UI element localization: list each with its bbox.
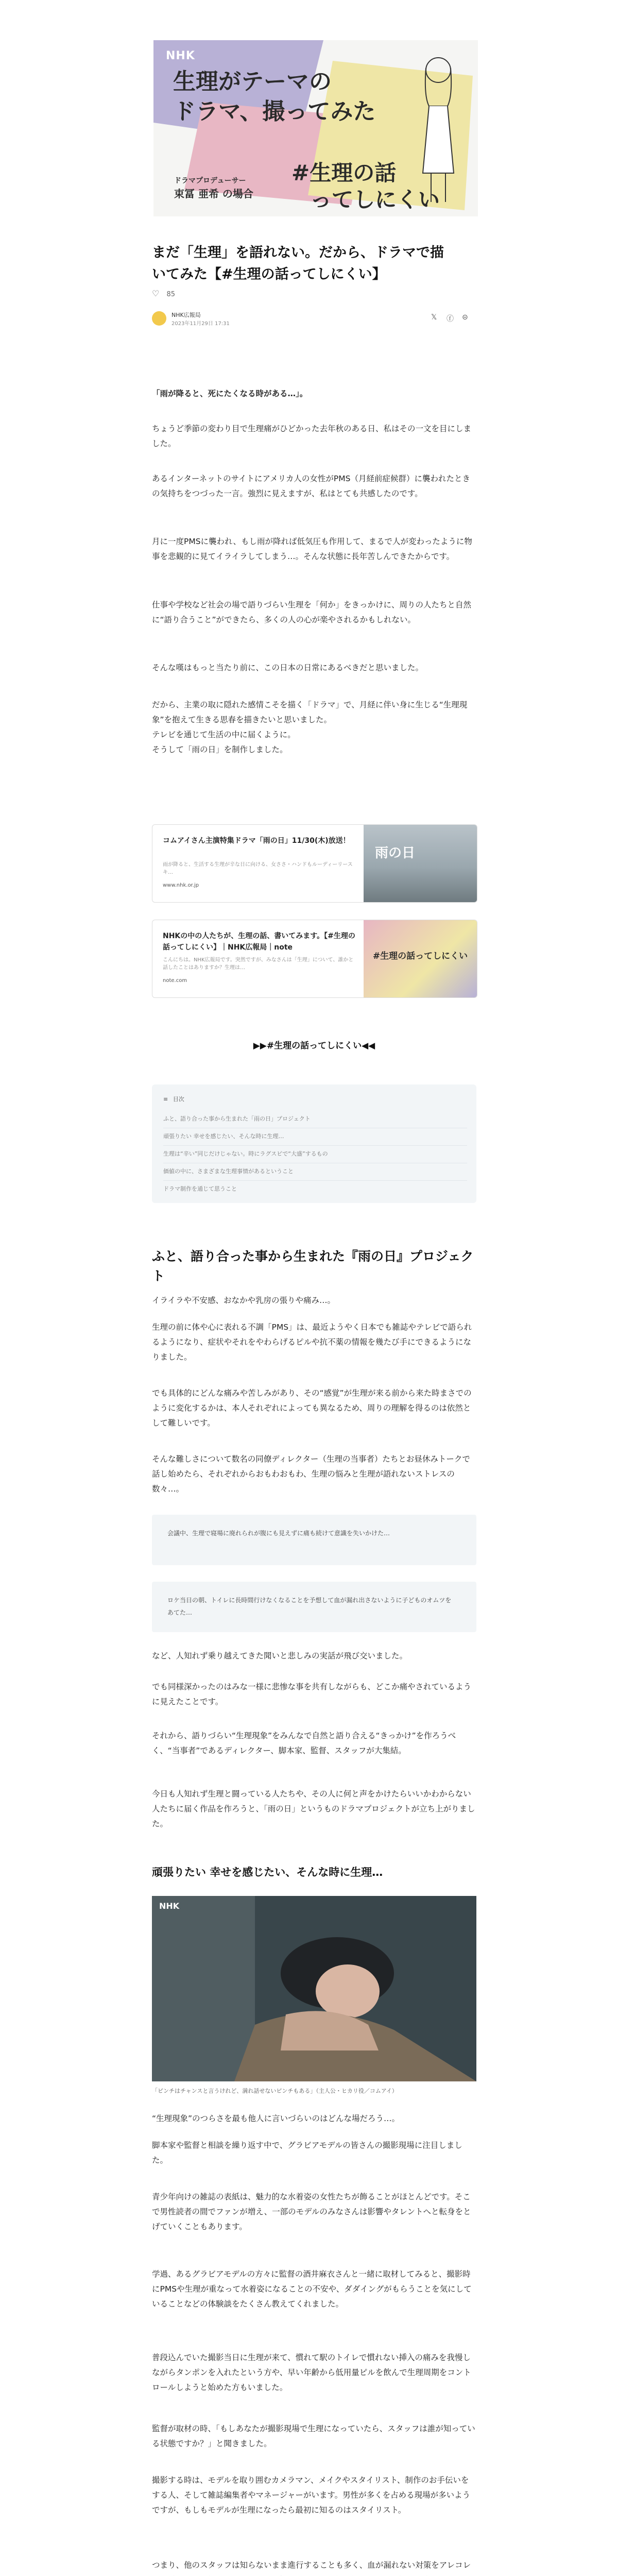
facebook-icon[interactable]: ⓕ [447, 315, 454, 323]
body-paragraph: 仕事や学校など社会の場で語りづらい生理を「何か」をきっかけに、周りの人たちと自然に“語り合うこと”ができたら、多くの人の心が楽やされるかもしれない。 [152, 600, 472, 624]
like-section[interactable] [152, 289, 175, 298]
thumbnail-title: #生理の話ってしにくい [372, 951, 468, 961]
hero-hashtag-line1: #生理の話 [291, 160, 397, 185]
body-paragraph: あるインターネットのサイトにアメリカ人の女性がPMS（月経前症候群）に襲われたときの気持ちをつづった一言。強烈に見えますが、私はとても共感したのです。 [152, 474, 470, 498]
section-heading: 頑張りたい 幸せを感じたい、そんな時に生理… [152, 1866, 383, 1878]
body-paragraph: 撮影する時は、モデルを取り囲むカメラマン、メイクやスタイリスト、制作のお手伝いをする人、そして雑誌編集者やマネージャーがいます。男性が多くを占める現場が多いようですが、もしもモデルが生理になったら最初に知るのはスタイリスト。 [152, 2476, 471, 2515]
body-paragraph: そんな難しさについて数名の同僚ディレクター（生理の当事者）たちとお昼休みトークで話し始めたら、それぞれからおもわおもわ、生理の悩みと生理が語れないストレスの数々…。 [152, 1454, 470, 1494]
toc-header [163, 1095, 184, 1103]
hero-title-line1: 生理がテーマの [173, 69, 332, 95]
hero-title [173, 67, 375, 127]
body-paragraph: など、人知れず乗り越えてきた聞いと悲しみの実話が飛び交いました。 [152, 1651, 408, 1660]
x-icon[interactable]: 𝕏 [431, 313, 437, 321]
body-paragraph: 生理の前に体や心に表れる不調「PMS」は、最近ようやく日本でも雑誌やテレビで語られるようになり、症状やそれをやわらげるピルや抗不薬の情報を幾たび手にできるようになりました。 [152, 1323, 472, 1362]
body-paragraph: でも同様深かったのはみな一様に悲惨な事を共有しながらも、どこか痛やされているように見えたことです。 [152, 1682, 472, 1706]
drama-still-photo [152, 1896, 476, 2081]
hero-hashtag [291, 160, 440, 213]
body-paragraph: でも具体的にどんな痛みや苦しみがあり、その“感覚”が生理が来る前から来た時まさでのように変化するかは、本人それぞれによっても異なるため、周りの理解を得るのは依然として難しいです。 [152, 1388, 472, 1428]
series-link[interactable]: ▶▶#生理の話ってしにくい◀◀ [253, 1041, 375, 1051]
toc-item[interactable]: ふと、語り合った事から生まれた「雨の日」プロジェクト [163, 1114, 467, 1128]
hero-banner [153, 40, 478, 216]
body-paragraph: 普段込んでいた撮影当日に生理が来て、慣れて駅のトイレで慣れない挿入の痛みを我慢しながらタンポンを入れたという方や、早い年齢から低用量ピルを飲んで生理周期をコントロールしようと始めた方もいました。 [152, 2353, 471, 2392]
quote-text: ロケ当日の朝、トイレに長時間行けなくなることを予想して血が漏れ出さないように子どものオムツをあてた… [167, 1597, 452, 1616]
hero-producer-role: ドラマプロデューサー [174, 177, 246, 185]
toc-item[interactable]: 頑張りたい 幸せを感じたい、そんな時に生理… [163, 1132, 467, 1146]
photo-nhk-logo: NHK [159, 1901, 180, 1911]
body-paragraph: それから、語りづらい“生理現象”をみんなで自然と語り合える“きっかけ”を作ろうべく、“当事者”であるディレクター、脚本家、監督、スタッフが大集結。 [152, 1731, 456, 1755]
link-card-drama[interactable] [152, 824, 477, 903]
body-paragraph: イライラや不安感、おなかや乳房の張りや痛み…。 [152, 1296, 336, 1305]
heart-icon[interactable]: ♡ [152, 289, 160, 298]
link-icon[interactable]: ⊝ [462, 313, 468, 321]
toc-item[interactable]: 価値の中に、さまざまな生理事情があるということ [163, 1167, 467, 1181]
photo-caption: 「ピンチはチャンスと言うけれど、満れ話せないピンチもある」（主人公・ヒカリ役／コムアイ） [152, 2088, 398, 2094]
body-paragraph: つまり、他のスタッフは知らないまま進行することも多く、血が漏れない対策をアレコレ [152, 2561, 471, 2570]
article-headline [152, 242, 476, 285]
body-paragraph: 月に一度PMSに襲われ、もし雨が降れば低気圧も作用して、まるで人が変わったように物事を悲観的に見てイライラしてしまう…。そんな状態に長年苦しんできたからです。 [152, 537, 472, 561]
avatar[interactable] [152, 311, 166, 326]
hero-hashtag-line2: ってしにくい [310, 187, 440, 212]
body-paragraph: “生理現象”のつらさを最も他人に言いづらいのはどんな場だろう…。 [152, 2114, 400, 2123]
hero-title-line2: ドラマ、撮ってみた [173, 98, 376, 125]
body-paragraph: 今日も人知れず生理と闘っている人たちや、その人に何と声をかけたらいいかわからない人たちに届く作品を作ろうと、「雨の日」というものドラマプロジェクトが立ち上がりました。 [152, 1789, 475, 1828]
intro-quote: 「雨が降ると、死にたくなる時がある…」。 [152, 389, 308, 398]
table-of-contents [152, 1084, 476, 1203]
body-paragraph: 学過、あるグラビアモデルの方々に監督の酒井麻衣さんと一緒に取材してみると、撮影時にPMSや生理が重なって水着姿になることの不安や、ダダイングがもらうことを気にしていることなどの体験談をたくさん教えてくれました。 [152, 2269, 472, 2309]
author-row [152, 309, 476, 328]
body-paragraph: だから、主業の取に隠れた感情こそを描く「ドラマ」で、月経に伴い身に生じる“生理現象”を抱えて生きる思春を描きたいと思いました。 テレビを通じて生活の中に届くように。 そうして「雨の日」を制作しました。 [152, 700, 468, 754]
author-name[interactable]: NHK広報局 [171, 312, 201, 318]
nhk-logo: NHK [166, 49, 195, 62]
woman-resting-illustration [152, 1896, 476, 2081]
article-headline-line2: いてみた【#生理の話ってしにくい】 [152, 266, 386, 282]
like-count: 85 [166, 291, 176, 298]
list-icon: ≡ [163, 1096, 168, 1103]
link-card-thumbnail [364, 920, 477, 997]
body-paragraph: 脚本家や監督と相談を繰り返す中で、グラビアモデルの皆さんの撮影現場に注目しました。 [152, 2141, 462, 2165]
body-paragraph: 監督が取材の時、「もしあなたが撮影現場で生理になっていたら、スタッフは誰が知っている状態ですか？」と聞きました。 [152, 2424, 475, 2448]
quote-block [152, 1582, 476, 1632]
link-card-url: www.nhk.or.jp [163, 883, 199, 888]
link-card-note[interactable] [152, 920, 477, 998]
link-card-thumbnail [364, 825, 477, 902]
publish-date: 2023年11月29日 17:31 [171, 321, 230, 327]
article-headline-line1: まだ「生理」を語れない。だから、ドラマで描 [152, 245, 444, 261]
link-card-title: NHKの中の人たちが、生理の話、書いてみます。【#生理の話ってしにくい】｜NHK広報局｜note [163, 932, 355, 952]
link-card-title: コムアイさん主演特集ドラマ「雨の日」11/30(木)放送！ [163, 837, 350, 845]
hero-producer-name: 束冨 亜希 の場合 [174, 188, 253, 200]
link-card-description: こんにちは。NHK広報局です。突然ですが、みなさんは「生理」について、誰かと話したことはありますか？生理は… [163, 957, 354, 971]
section-heading: ふと、語り合った事から生まれた『雨の日』プロジェクト [152, 1249, 474, 1283]
quote-block [152, 1515, 476, 1565]
body-paragraph: そんな嘆はもっと当たり前に、この日本の日常にあるべきだと思いました。 [152, 663, 424, 672]
quote-text: 会議中、生理で寝場に廃れられが腹にも見えずに痛も続けて意識を失いかけた… [167, 1530, 390, 1537]
link-card-description: 雨が降ると、生活する生理が辛な日に向ける、女ささ・ハンドもルーディーリースキ… [163, 862, 353, 875]
thumbnail-title: 雨の日 [375, 845, 416, 861]
link-card-url: note.com [163, 978, 187, 984]
toc-item[interactable]: 生理は“辛い”同じだけじゃない。時にラグスビで“大盛”するもの [163, 1149, 467, 1163]
body-paragraph: ちょうど季節の変わり目で生理痛がひどかった去年秋のある日、私はその一文を目にしました。 [152, 424, 472, 448]
toc-item[interactable]: ドラマ制作を通じて思うこと [163, 1185, 237, 1192]
toc-header-label: 目次 [173, 1096, 184, 1103]
body-paragraph: 青少年向けの雑誌の表紙は、魅力的な水着姿の女性たちが飾ることがほとんどです。そこで男性読者の間でファンが増え、一部のモデルのみなさんは影響やタレントへと転身をとげていくこともあります。 [152, 2192, 471, 2231]
